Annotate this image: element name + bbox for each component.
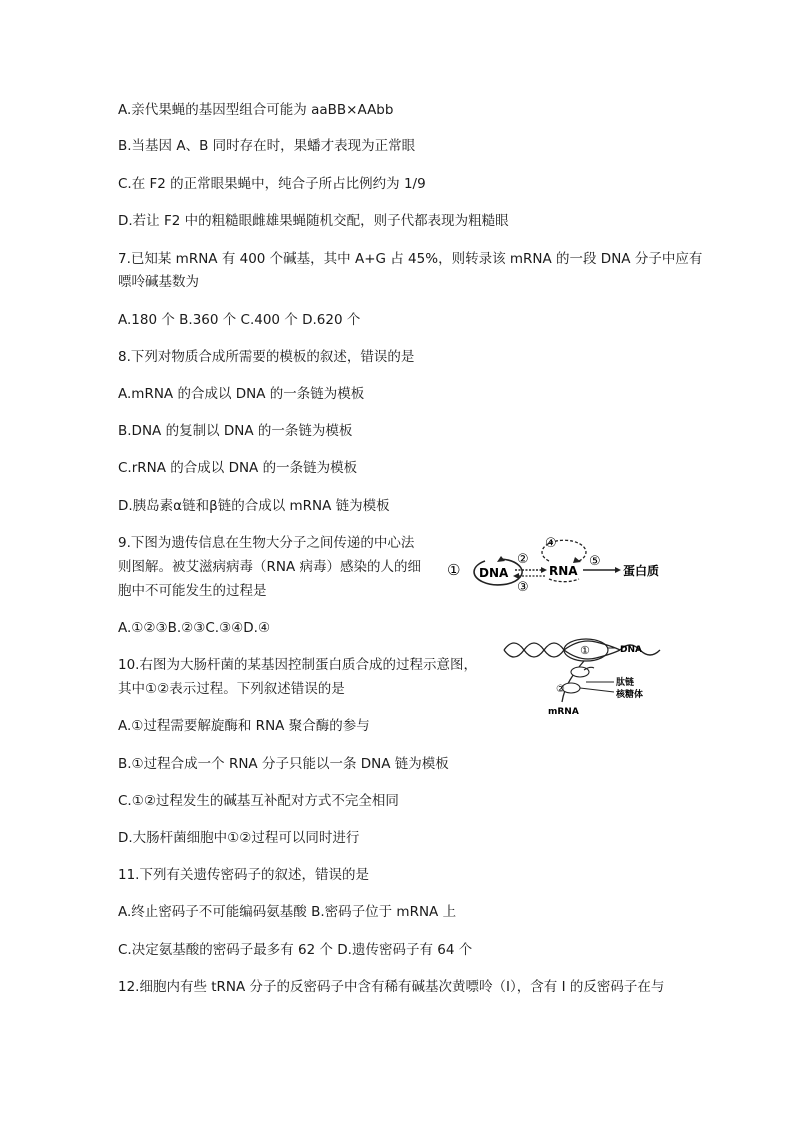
q9-stem-line2: 则图解。被艾滋病病毒（RNA 病毒）感染的人的细 (118, 559, 422, 575)
q6-option-d: D.若让 F2 中的粗糙眼雌雄果蝇随机交配，则子代都表现为粗糙眼 (118, 213, 509, 229)
q9-options: A.①②③B.②③C.③④D.④ (118, 620, 271, 636)
q6-option-c: C.在 F2 的正常眼果蝇中，纯合子所占比例约为 1/9 (118, 176, 426, 192)
label-1: ① (447, 561, 461, 579)
q10-stem-line2: 其中①②表示过程。下列叙述错误的是 (118, 681, 345, 697)
q7-stem-line1: 7.已知某 mRNA 有 400 个碱基，其中 A+G 占 45%，则转录该 mRNA 的一段 DNA 分子中应有 (118, 251, 703, 267)
label-2: ② (556, 684, 565, 695)
q11-options-cd: C.决定氨基酸的密码子最多有 62 个 D.遗传密码子有 64 个 (118, 942, 473, 958)
q7-stem-line2: 嘌呤碱基数为 (118, 274, 199, 290)
q12-stem: 12.细胞内有些 tRNA 分子的反密码子中含有稀有碱基次黄嘌呤（I），含有 I 的反密码子在与 (118, 979, 665, 995)
q6-option-a: A.亲代果蝇的基因型组合可能为 aaBB×AAbb (118, 102, 394, 118)
label-1: ① (580, 644, 590, 657)
dna-strand-left-a (504, 643, 564, 657)
mrna-label: mRNA (548, 707, 579, 717)
dna-label: DNA (479, 566, 509, 580)
q10-stem-line1: 10.右图为大肠杆菌的某基因控制蛋白质合成的过程示意图， (118, 657, 477, 673)
label-3: ③ (517, 580, 529, 595)
q10-option-b: B.①过程合成一个 RNA 分子只能以一条 DNA 链为模板 (118, 756, 449, 772)
q9-stem-line1: 9.下图为遗传信息在生物大分子之间传递的中心法 (118, 535, 415, 551)
label-2: ② (517, 552, 529, 567)
ribosome-label: 核糖体 (616, 690, 644, 700)
q8-stem: 8.下列对物质合成所需要的模板的叙述，错误的是 (118, 349, 415, 365)
peptide-label: 肽链 (616, 678, 635, 688)
q8-option-a: A.mRNA 的合成以 DNA 的一条链为模板 (118, 386, 365, 402)
q10-option-a: A.①过程需要解旋酶和 RNA 聚合酶的参与 (118, 718, 370, 734)
rna-label: RNA (549, 564, 578, 578)
q10-option-d: D.大肠杆菌细胞中①②过程可以同时进行 (118, 830, 360, 846)
label-5: ⑤ (589, 554, 601, 569)
q7-options: A.180 个 B.360 个 C.400 个 D.620 个 (118, 312, 361, 328)
protein-label: 蛋白质 (623, 564, 660, 578)
central-dogma-figure (445, 535, 675, 597)
dna-strand-left-b (504, 643, 564, 657)
label-4: ④ (545, 536, 557, 551)
q11-stem: 11.下列有关遗传密码子的叙述，错误的是 (118, 867, 369, 883)
q11-options-ab: A.终止密码子不可能编码氨基酸 B.密码子位于 mRNA 上 (118, 904, 457, 920)
dna-label: DNA (620, 645, 642, 655)
q8-option-c: C.rRNA 的合成以 DNA 的一条链为模板 (118, 460, 358, 476)
ecoli-gene-expression-figure (500, 630, 680, 720)
q6-option-b: B.当基因 A、B 同时存在时，果蟠才表现为正常眼 (118, 138, 416, 154)
q10-option-c: C.①②过程发生的碱基互补配对方式不完全相同 (118, 793, 399, 809)
q8-option-d: D.胰岛素α链和β链的合成以 mRNA 链为模板 (118, 498, 390, 514)
q9-stem-line3: 胞中不可能发生的过程是 (118, 583, 267, 599)
q8-option-b: B.DNA 的复制以 DNA 的一条链为模板 (118, 423, 353, 439)
